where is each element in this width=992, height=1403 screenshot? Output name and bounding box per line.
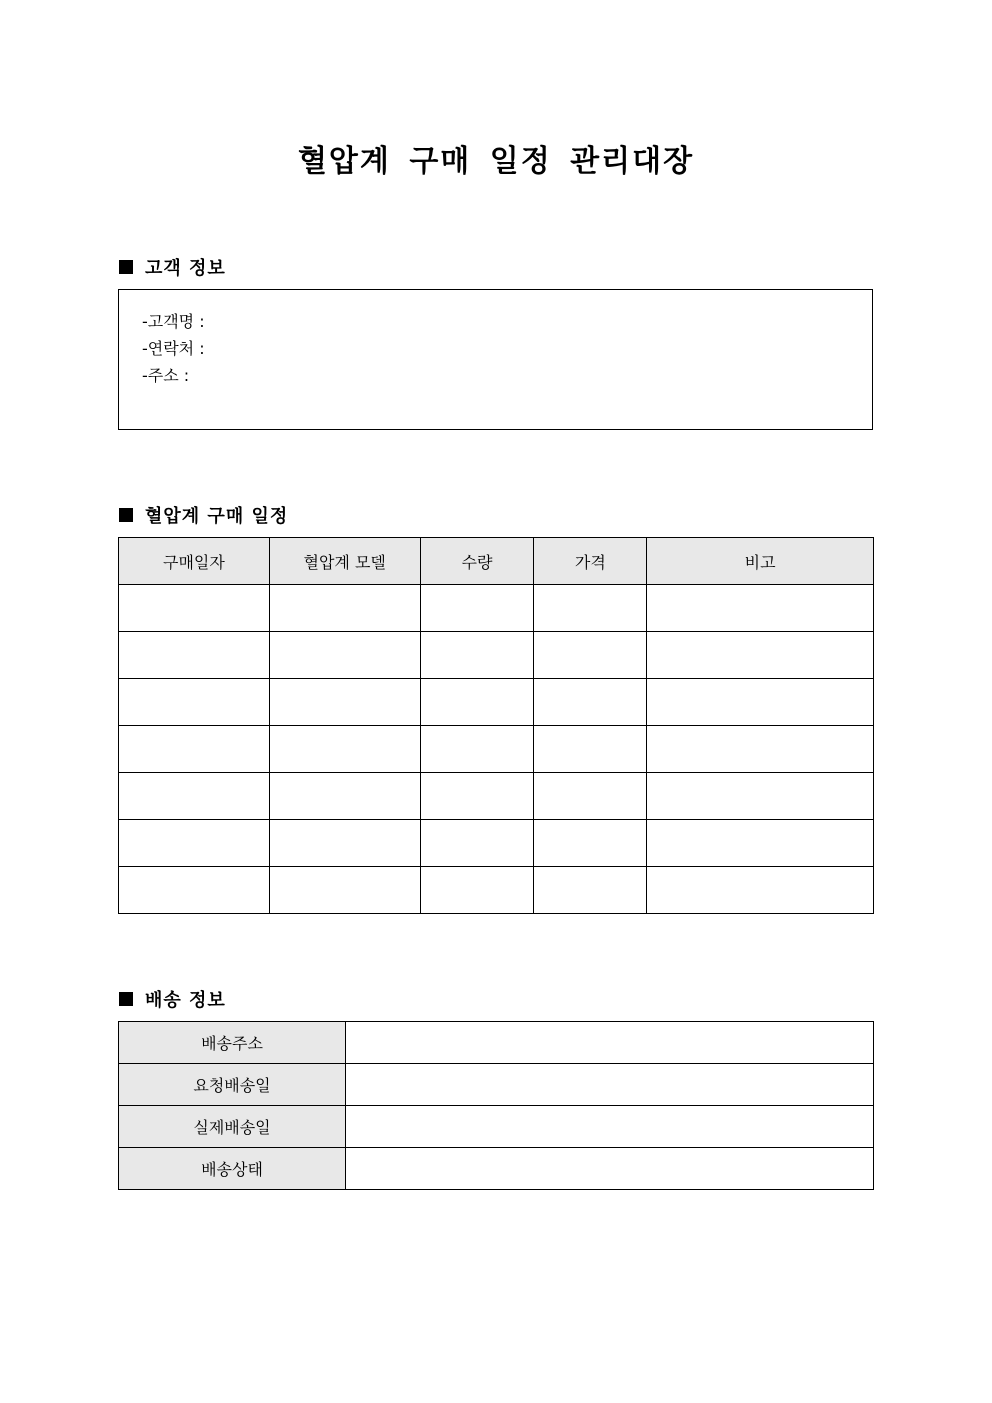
table-cell[interactable] (647, 773, 874, 820)
table-cell[interactable] (647, 679, 874, 726)
shipping-value-requested-date[interactable] (346, 1064, 874, 1106)
square-bullet-icon (119, 508, 133, 522)
table-cell[interactable] (534, 585, 647, 632)
table-row (119, 820, 874, 867)
table-row (119, 867, 874, 914)
table-row (119, 632, 874, 679)
customer-address-line: -주소 : (142, 366, 190, 385)
table-cell[interactable] (119, 867, 270, 914)
shipping-label-status: 배송상태 (119, 1148, 346, 1190)
shipping-value-address[interactable] (346, 1022, 874, 1064)
table-cell[interactable] (119, 679, 270, 726)
customer-heading-label: 고객 정보 (145, 258, 226, 279)
table-cell[interactable] (647, 585, 874, 632)
table-cell[interactable] (269, 820, 420, 867)
shipping-table (118, 1021, 874, 1190)
table-cell[interactable] (420, 773, 534, 820)
table-cell[interactable] (269, 726, 420, 773)
column-header-price: 가격 (534, 538, 647, 585)
table-cell[interactable] (647, 726, 874, 773)
table-cell[interactable] (269, 773, 420, 820)
document-title: 혈압계 구매 일정 관리대장 (297, 144, 695, 179)
table-cell[interactable] (534, 773, 647, 820)
table-cell[interactable] (647, 632, 874, 679)
table-cell[interactable] (534, 820, 647, 867)
table-cell[interactable] (420, 820, 534, 867)
customer-section-heading (119, 254, 226, 280)
shipping-row-actual-date (119, 1106, 874, 1148)
shipping-label-requested-date: 요청배송일 (119, 1064, 346, 1106)
shipping-row-address (119, 1022, 874, 1064)
column-header-date: 구매일자 (119, 538, 270, 585)
table-cell[interactable] (647, 820, 874, 867)
customer-info-box (118, 289, 873, 430)
shipping-heading-label: 배송 정보 (145, 990, 226, 1011)
square-bullet-icon (119, 992, 133, 1006)
schedule-section-heading (119, 502, 288, 528)
table-cell[interactable] (420, 632, 534, 679)
table-cell[interactable] (420, 726, 534, 773)
table-cell[interactable] (119, 773, 270, 820)
table-cell[interactable] (119, 820, 270, 867)
shipping-label-address: 배송주소 (119, 1022, 346, 1064)
table-row (119, 585, 874, 632)
table-cell[interactable] (269, 632, 420, 679)
column-header-remarks: 비고 (647, 538, 874, 585)
shipping-value-actual-date[interactable] (346, 1106, 874, 1148)
column-header-model: 혈압계 모델 (269, 538, 420, 585)
shipping-row-requested-date (119, 1064, 874, 1106)
table-cell[interactable] (534, 679, 647, 726)
table-cell[interactable] (647, 867, 874, 914)
table-cell[interactable] (269, 585, 420, 632)
schedule-header-row (119, 538, 874, 585)
table-cell[interactable] (534, 726, 647, 773)
column-header-quantity: 수량 (420, 538, 534, 585)
square-bullet-icon (119, 260, 133, 274)
table-row (119, 773, 874, 820)
schedule-table (118, 537, 874, 914)
table-cell[interactable] (534, 867, 647, 914)
table-cell[interactable] (269, 679, 420, 726)
schedule-heading-label: 혈압계 구매 일정 (145, 506, 289, 527)
table-cell[interactable] (420, 585, 534, 632)
shipping-label-actual-date: 실제배송일 (119, 1106, 346, 1148)
table-cell[interactable] (119, 726, 270, 773)
table-row (119, 679, 874, 726)
table-row (119, 726, 874, 773)
table-cell[interactable] (420, 867, 534, 914)
shipping-row-status (119, 1148, 874, 1190)
table-cell[interactable] (420, 679, 534, 726)
customer-contact-line: -연락처 : (142, 339, 205, 358)
table-cell[interactable] (119, 632, 270, 679)
customer-name-line: -고객명 : (142, 312, 205, 331)
table-cell[interactable] (119, 585, 270, 632)
table-cell[interactable] (534, 632, 647, 679)
table-cell[interactable] (269, 867, 420, 914)
shipping-value-status[interactable] (346, 1148, 874, 1190)
shipping-section-heading (119, 986, 226, 1012)
